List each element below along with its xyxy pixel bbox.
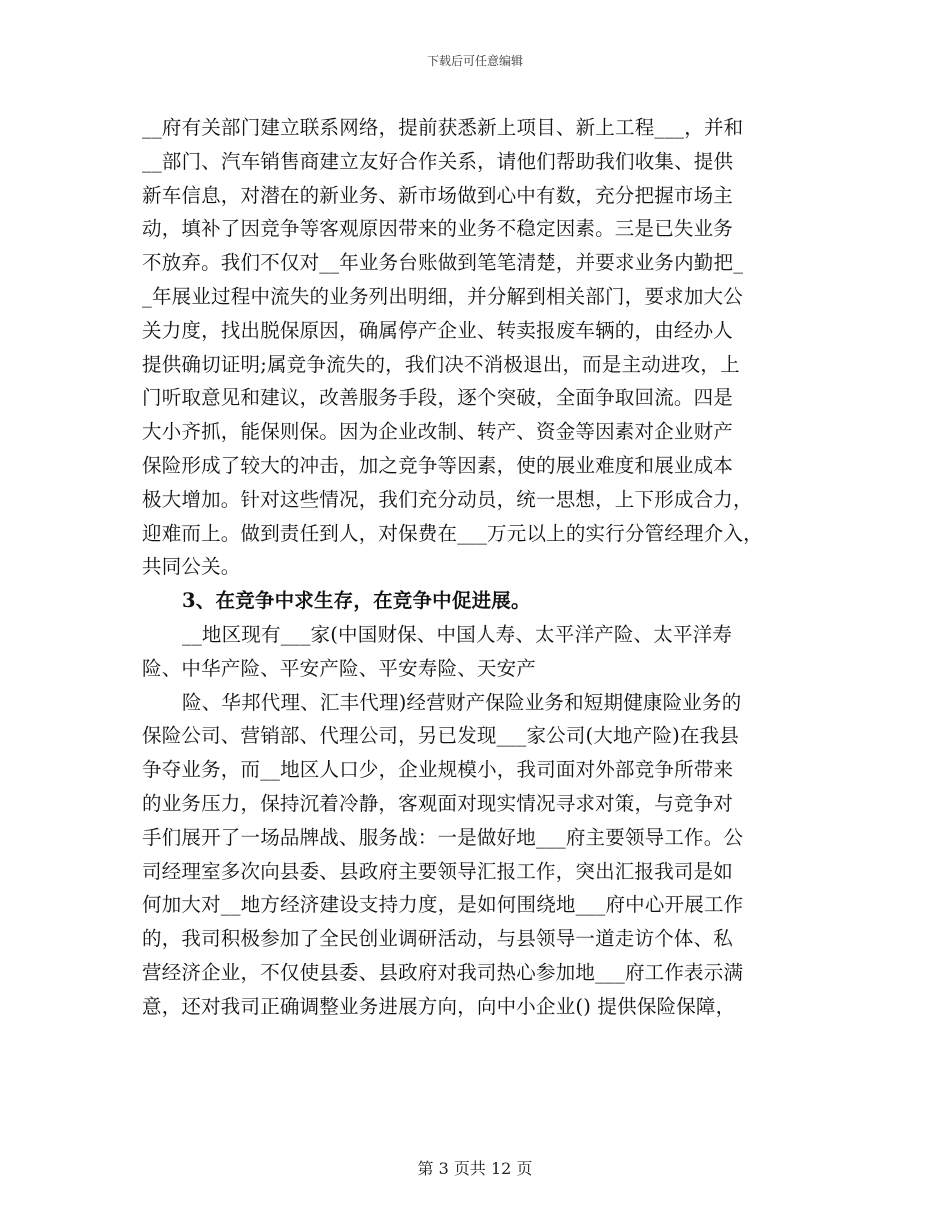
text-line: 营经济企业，不仅使县委、县政府对我司热心参加地___府工作表示满 (142, 960, 744, 984)
text-line: 保险形成了较大的冲击，加之竞争等因素，使的展业难度和展业成本 (142, 453, 734, 477)
paragraph-2 (142, 618, 842, 686)
text-line: 的业务压力，保持沉着冷静，客观面对现实情况寻求对策，与竞争对 (142, 791, 734, 815)
page-footer: 第 3 页共 12 页 (417, 1159, 533, 1178)
paragraph-3 (142, 686, 842, 1024)
text-line: 何加大对__地方经济建设支持力度，是如何围绕地___府中心开展工作 (142, 893, 744, 917)
text-line: __府有关部门建立联系网络，提前获悉新上项目、新上工程___，并和 (142, 116, 744, 139)
text-line: 司经理室多次向县委、县政府主要领导汇报工作，突出汇报我司是如 (142, 859, 734, 883)
text-line: 意，还对我司正确调整业务进展方向，向中小企业() 提供保险保障， (142, 994, 736, 1018)
text-line: 手们展开了一场品牌战、服务战：一是做好地___府主要领导工作。公 (142, 825, 744, 849)
text-line: 不放弃。我们不仅对__年业务台账做到笔笔清楚，并要求业务内勤把_ (142, 251, 744, 275)
text-line: __部门、汽车销售商建立友好合作关系，请他们帮助我们收集、提供 (142, 149, 734, 173)
text-line: 新车信息，对潜在的新业务、新市场做到心中有数，充分把握市场主 (142, 183, 734, 207)
text-line: 关力度，找出脱保原因，确属停产企业、转卖报废车辆的，由经办人 (142, 318, 734, 342)
text-line: 动，填补了因竞争等客观原因带来的业务不稳定因素。三是已失业务 (142, 217, 734, 241)
text-line: _年展业过程中流失的业务列出明细，并分解到相关部门，要求加大公 (142, 284, 743, 308)
text-line: __地区现有___家(中国财保、中国人寿、太平洋产险、太平洋寿 (182, 622, 733, 646)
text-line: 极大增加。针对这些情况，我们充分动员，统一思想，上下形成合力， (142, 487, 753, 511)
text-line: 迎难而上。做到责任到人，对保费在___万元以上的实行分管经理介入， (142, 521, 763, 545)
text-line: 险、华邦代理、汇丰代理)经营财产保险业务和短期健康险业务的 (182, 690, 742, 714)
page-header: 下载后可任意编辑 (426, 54, 523, 68)
section-heading: 3、在竞争中求生存，在竞争中促进展。 (182, 589, 531, 613)
text-line: 共同公关。 (142, 555, 241, 579)
text-line: 争夺业务，而__地区人口少，企业规模小，我司面对外部竞争所带来 (142, 758, 734, 782)
text-line: 的，我司积极参加了全民创业调研活动，与县领导一道走访个体、私 (142, 927, 734, 951)
text-line: 门听取意见和建议，改善服务手段，逐个突破，全面争取回流。四是 (142, 386, 734, 410)
text-line: 提供确切证明;属竞争流失的，我们决不消极退出，而是主动进攻，上 (142, 352, 740, 376)
text-line: 大小齐抓，能保则保。因为企业改制、转产、资金等因素对企业财产 (142, 420, 734, 444)
text-line: 保险公司、营销部、代理公司，另已发现___家公司(大地产险)在我县 (142, 724, 740, 748)
text-line: 险、中华产险、平安产险、平安寿险、天安产 (142, 656, 537, 680)
paragraph-1 (142, 111, 842, 584)
document-body (142, 111, 842, 1024)
